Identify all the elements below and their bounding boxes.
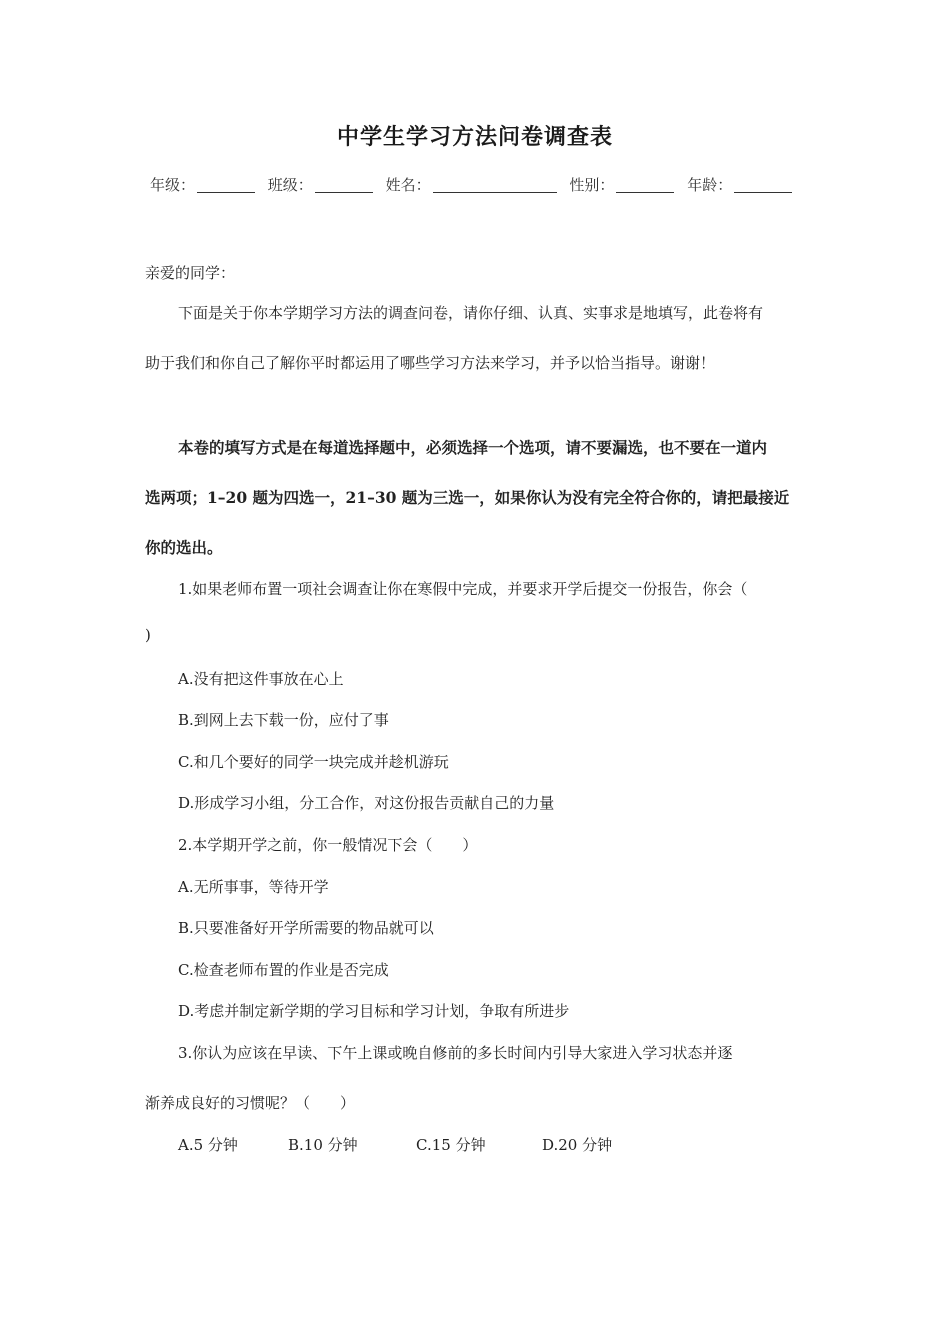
grade-field	[150, 174, 255, 195]
gender-label: 性别：	[569, 176, 615, 194]
question-stem: 2.本学期开学之前，你一般情况下会（ ）	[178, 836, 478, 854]
class-field	[268, 174, 373, 195]
question-stem: )	[145, 626, 151, 644]
option-item: C.15 分钟	[416, 1136, 486, 1154]
intro-line: 助于我们和你自己了解你平时都运用了哪些学习方法来学习，并予以恰当指导。谢谢！	[145, 354, 716, 372]
grade-blank	[197, 176, 255, 193]
option-item: A.没有把这件事放在心上	[178, 670, 344, 688]
age-blank	[734, 176, 792, 193]
name-label: 姓名：	[385, 176, 431, 194]
option-item: A.无所事事，等待开学	[178, 878, 329, 896]
option-item: D.20 分钟	[542, 1136, 613, 1154]
option-item: B.只要准备好开学所需要的物品就可以	[178, 919, 434, 937]
option-item: C.检查老师布置的作业是否完成	[178, 961, 389, 979]
intro-line: 下面是关于你本学期学习方法的调查问卷，请你仔细、认真、实事求是地填写，此卷将有	[178, 304, 764, 322]
gender-blank	[616, 176, 674, 193]
grade-label: 年级：	[150, 176, 196, 194]
greeting: 亲爱的同学：	[145, 264, 236, 282]
question-stem: 渐养成良好的习惯呢？（ ）	[145, 1094, 356, 1112]
gender-field	[569, 174, 674, 195]
option-item: D.考虑并制定新学期的学习目标和学习计划，争取有所进步	[178, 1002, 570, 1020]
instruction-line: 本卷的填写方式是在每道选择题中，必须选择一个选项，请不要漏选，也不要在一道内	[178, 438, 768, 457]
question-stem: 3.你认为应该在早读、下午上课或晚自修前的多长时间内引导大家进入学习状态并逐	[178, 1044, 733, 1062]
age-label: 年龄：	[687, 176, 733, 194]
instruction-line: 选两项；1–20 题为四选一，21–30 题为三选一，如果你认为没有完全符合你的，请把最接近	[145, 488, 790, 507]
age-field	[687, 174, 792, 195]
option-item: A.5 分钟	[178, 1136, 238, 1154]
class-blank	[315, 176, 373, 193]
page-title: 中学生学习方法问卷调查表	[336, 124, 613, 150]
name-blank	[433, 176, 557, 193]
option-item: B.10 分钟	[288, 1136, 358, 1154]
option-item: D.形成学习小组，分工合作，对这份报告贡献自己的力量	[178, 794, 555, 812]
option-item: B.到网上去下载一份，应付了事	[178, 711, 389, 729]
class-label: 班级：	[267, 176, 313, 194]
student-info-row	[150, 174, 810, 195]
question-stem: 1.如果老师布置一项社会调查让你在寒假中完成，并要求开学后提交一份报告，你会（	[178, 580, 748, 598]
option-item: C.和几个要好的同学一块完成并趁机游玩	[178, 753, 449, 771]
option-row	[178, 1134, 612, 1155]
name-field	[386, 174, 557, 195]
instruction-line: 你的选出。	[145, 538, 223, 557]
